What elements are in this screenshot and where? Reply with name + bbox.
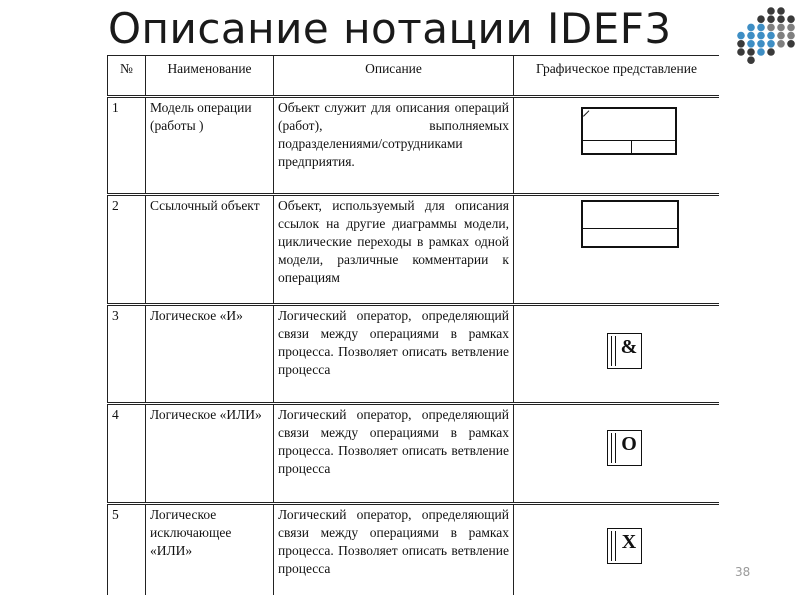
decorative-dot [787,15,795,23]
row-description: Логический оператор, определяющий связи между операциями в рамках процесса. Позволяет описать ветвление процесса [274,404,514,504]
decorative-dot [747,32,755,40]
decorative-dot [757,15,765,23]
decorative-dot [787,40,795,48]
decorative-dot [767,7,775,15]
page-number: 38 [735,565,751,579]
decorative-dot [737,32,745,40]
decorative-dot [777,24,785,32]
decorative-dot [757,24,765,32]
decorative-dot [747,24,755,32]
row-graphic [514,404,720,504]
decorative-dot [757,32,765,40]
row-graphic [514,97,720,195]
row-description: Объект, используемый для описания ссылок на другие диаграммы модели, циклические переходы в рамках одной модели, различные комментарии к операциям [274,195,514,305]
row-number: 1 [108,97,146,195]
decorative-dots-icon [736,6,798,66]
junction-symbol: O [621,433,637,455]
header-graphic: Графическое представление [514,56,720,97]
row-description: Логический оператор, определяющий связи между операциями в рамках процесса. Позволяет описать ветвление процесса [274,504,514,596]
table-row [108,404,720,504]
junction-symbol: X [621,531,637,553]
table-header-row [108,56,720,97]
referent-icon [581,200,679,248]
decorative-dot [737,40,745,48]
decorative-dot [777,32,785,40]
table-row [108,195,720,305]
row-number: 5 [108,504,146,596]
row-description: Объект служит для описания операций (работ), выполняемых подразделениями/сотрудниками предприятия. [274,97,514,195]
decorative-dot [737,48,745,56]
decorative-dot [777,7,785,15]
header-number: № [108,56,146,97]
row-name: Логическое исключающее «ИЛИ» [146,504,274,596]
row-name: Модель операции (работы ) [146,97,274,195]
decorative-dot [747,48,755,56]
header-description: Описание [274,56,514,97]
decorative-dot [767,15,775,23]
decorative-dot [787,32,795,40]
junction-and-icon [607,333,642,369]
decorative-dot [767,32,775,40]
table-row [108,504,720,596]
unit-of-work-icon [581,107,677,155]
junction-or-icon [607,430,642,466]
slide-title: Описание нотации IDEF3 [108,4,672,53]
row-number: 2 [108,195,146,305]
row-number: 4 [108,404,146,504]
decorative-dot [787,24,795,32]
row-name: Ссылочный объект [146,195,274,305]
row-graphic [514,504,720,596]
decorative-dot [767,24,775,32]
junction-xor-icon [607,528,642,564]
decorative-dot [747,40,755,48]
row-number: 3 [108,305,146,404]
decorative-dot [777,40,785,48]
row-description: Логический оператор, определяющий связи между операциями в рамках процесса. Позволяет описать ветвление процесса [274,305,514,404]
row-graphic [514,195,720,305]
decorative-dot [757,40,765,48]
header-name: Наименование [146,56,274,97]
junction-symbol: & [620,336,638,358]
row-name: Логическое «И» [146,305,274,404]
decorative-dot [767,40,775,48]
table-row [108,97,720,195]
notation-table [107,55,719,595]
decorative-dot [777,15,785,23]
decorative-dot [767,48,775,56]
decorative-dot [757,48,765,56]
notation-table-container [107,55,719,595]
row-graphic [514,305,720,404]
table-row [108,305,720,404]
row-name: Логическое «ИЛИ» [146,404,274,504]
decorative-dot [747,56,755,64]
